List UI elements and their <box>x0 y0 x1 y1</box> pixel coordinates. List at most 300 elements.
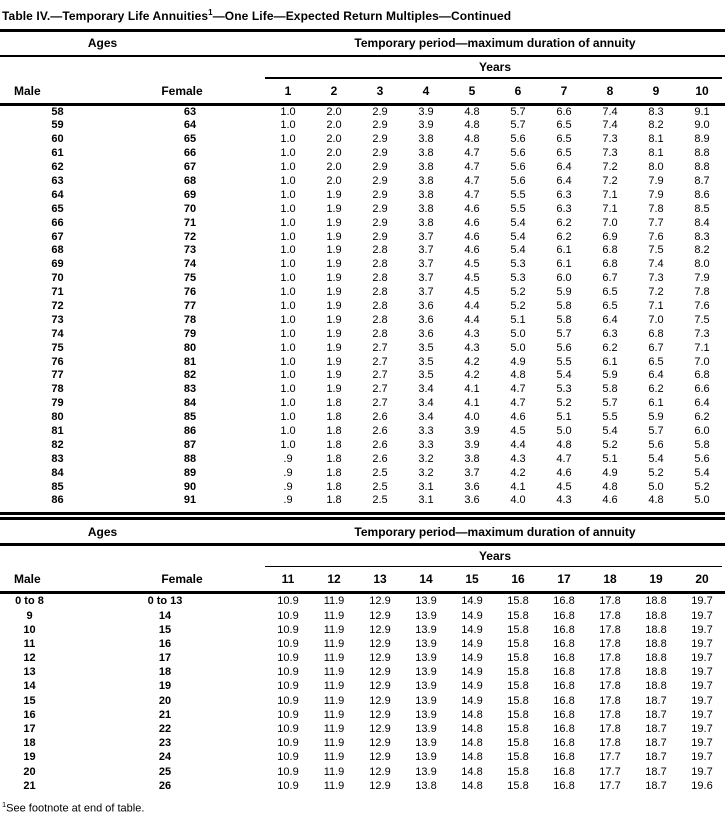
female-age-cell: 68 <box>183 174 197 187</box>
multiple-value-cell: 10.9 <box>277 623 299 636</box>
table-row <box>0 623 725 637</box>
multiple-value-cell: 2.6 <box>372 438 388 451</box>
multiple-value-cell: 4.2 <box>464 355 480 368</box>
multiple-value-cell: 8.3 <box>694 230 710 243</box>
multiple-value-cell: 5.1 <box>556 411 572 424</box>
year-column-header: 18 <box>603 572 617 587</box>
year-column-header: 15 <box>465 572 479 587</box>
multiple-value-cell: 1.0 <box>280 438 296 451</box>
multiple-value-cell: 11.9 <box>323 694 345 707</box>
multiple-value-cell: 6.8 <box>694 369 710 382</box>
multiple-value-cell: 6.4 <box>556 174 572 187</box>
multiple-value-cell: 16.8 <box>553 737 575 750</box>
multiple-value-cell: 3.6 <box>418 313 434 326</box>
female-age-cell: 65 <box>183 133 197 146</box>
multiple-value-cell: 11.9 <box>323 779 345 792</box>
multiple-value-cell: .9 <box>283 466 293 479</box>
ages-column-group-header: Ages <box>87 524 118 539</box>
multiple-value-cell: 13.9 <box>415 666 437 679</box>
multiple-value-cell: 13.9 <box>415 765 437 778</box>
multiple-value-cell: 2.9 <box>372 133 388 146</box>
ages-column-group-header: Ages <box>87 36 118 50</box>
table-row <box>0 494 725 508</box>
female-age-cell: 74 <box>183 258 197 271</box>
multiple-value-cell: 10.9 <box>277 708 299 721</box>
table-row <box>0 231 725 245</box>
multiple-value-cell: 4.7 <box>464 161 480 174</box>
female-age-cell: 23 <box>158 737 172 750</box>
footnote-marker: 1 <box>2 799 7 809</box>
multiple-value-cell: 3.8 <box>464 452 480 465</box>
multiple-value-cell: 1.0 <box>280 355 296 368</box>
multiple-value-cell: 2.9 <box>372 188 388 201</box>
multiple-value-cell: 4.8 <box>556 438 572 451</box>
multiple-value-cell: 3.5 <box>418 341 434 354</box>
table-row <box>0 453 725 467</box>
male-age-cell: 0 to 8 <box>15 595 44 608</box>
multiple-value-cell: 3.8 <box>418 161 434 174</box>
multiple-value-cell: 6.3 <box>556 202 572 215</box>
multiple-value-cell: 19.7 <box>691 708 713 721</box>
multiple-value-cell: 3.8 <box>418 147 434 160</box>
multiple-value-cell: 6.0 <box>694 424 710 437</box>
multiple-value-cell: 7.2 <box>648 286 664 299</box>
multiple-value-cell: 4.6 <box>602 494 618 507</box>
female-age-cell: 88 <box>183 452 197 465</box>
multiple-value-cell: 6.7 <box>648 341 664 354</box>
multiple-value-cell: 5.7 <box>510 119 526 132</box>
multiple-value-cell: 3.8 <box>418 202 434 215</box>
multiple-value-cell: 6.6 <box>694 383 710 396</box>
multiple-value-cell: 18.7 <box>645 779 667 792</box>
multiple-value-cell: 4.5 <box>510 424 526 437</box>
female-column-header: Female <box>161 83 203 98</box>
multiple-value-cell: 17.8 <box>599 637 621 650</box>
table-row <box>0 694 725 708</box>
table-row <box>0 637 725 651</box>
multiple-value-cell: 11.9 <box>323 623 345 636</box>
multiple-value-cell: 5.4 <box>602 424 618 437</box>
multiple-value-cell: 1.8 <box>326 438 342 451</box>
year-column-header: 9 <box>652 83 660 98</box>
year-column-header: 10 <box>695 83 709 98</box>
multiple-value-cell: 8.8 <box>694 161 710 174</box>
multiple-value-cell: 3.6 <box>464 480 480 493</box>
table-row <box>0 750 725 764</box>
title-text: Table IV.—Temporary Life Annuities <box>2 9 209 23</box>
male-age-cell: 10 <box>23 623 36 636</box>
multiple-value-cell: 4.7 <box>510 383 526 396</box>
table-row <box>0 397 725 411</box>
year-column-header: 3 <box>376 83 384 98</box>
multiple-value-cell: 8.9 <box>694 133 710 146</box>
multiple-value-cell: .9 <box>283 452 293 465</box>
multiple-value-cell: 5.5 <box>602 411 618 424</box>
female-age-cell: 78 <box>183 313 197 326</box>
multiple-value-cell: 5.6 <box>648 438 664 451</box>
multiple-value-cell: 1.0 <box>280 383 296 396</box>
table-row <box>0 342 725 356</box>
table-row <box>0 314 725 328</box>
male-age-cell: 84 <box>51 466 64 479</box>
year-column-header: 16 <box>511 572 525 587</box>
multiple-value-cell: 4.5 <box>464 286 480 299</box>
male-column-header: Male <box>14 83 41 98</box>
multiple-value-cell: 19.7 <box>691 765 713 778</box>
table-row <box>0 133 725 147</box>
multiple-value-cell: 4.6 <box>464 216 480 229</box>
multiple-value-cell: 18.7 <box>645 765 667 778</box>
multiple-value-cell: 1.9 <box>326 202 342 215</box>
table-row <box>0 286 725 300</box>
male-age-cell: 86 <box>51 494 64 507</box>
multiple-value-cell: 19.7 <box>691 623 713 636</box>
multiple-value-cell: 4.6 <box>464 202 480 215</box>
table-row <box>0 189 725 203</box>
multiple-value-cell: 6.3 <box>556 188 572 201</box>
multiple-value-cell: 15.8 <box>507 779 529 792</box>
multiple-value-cell: 10.9 <box>277 737 299 750</box>
female-age-cell: 84 <box>183 397 197 410</box>
multiple-value-cell: 2.0 <box>326 133 342 146</box>
multiple-value-cell: 14.8 <box>461 737 483 750</box>
multiple-value-cell: 6.2 <box>694 411 710 424</box>
multiple-value-cell: 5.7 <box>556 327 572 340</box>
multiple-value-cell: 15.8 <box>507 723 529 736</box>
multiple-value-cell: 10.9 <box>277 609 299 622</box>
female-age-cell: 22 <box>158 723 172 736</box>
multiple-value-cell: 2.8 <box>372 313 388 326</box>
year-column-header: 8 <box>606 83 614 98</box>
multiple-value-cell: 5.7 <box>648 424 664 437</box>
year-column-header: 12 <box>327 572 341 587</box>
multiple-value-cell: 2.0 <box>326 119 342 132</box>
year-column-header: 14 <box>419 572 433 587</box>
multiple-value-cell: 2.9 <box>372 216 388 229</box>
multiple-value-cell: 16.8 <box>553 694 575 707</box>
multiple-value-cell: 6.2 <box>648 383 664 396</box>
multiple-value-cell: 10.9 <box>277 680 299 693</box>
multiple-value-cell: 1.8 <box>326 494 342 507</box>
multiple-value-cell: 19.7 <box>691 609 713 622</box>
female-age-cell: 69 <box>183 188 197 201</box>
multiple-value-cell: 5.7 <box>510 105 526 118</box>
male-age-cell: 18 <box>23 737 36 750</box>
multiple-value-cell: 11.9 <box>323 708 345 721</box>
female-age-cell: 79 <box>183 327 197 340</box>
multiple-value-cell: 17.8 <box>599 680 621 693</box>
multiple-value-cell: 5.3 <box>510 272 526 285</box>
multiple-value-cell: 5.6 <box>510 147 526 160</box>
multiple-value-cell: 18.8 <box>645 680 667 693</box>
female-age-cell: 67 <box>183 161 197 174</box>
multiple-value-cell: 6.3 <box>602 327 618 340</box>
year-column-header: 4 <box>422 83 430 98</box>
multiple-value-cell: 2.8 <box>372 286 388 299</box>
multiple-value-cell: 18.8 <box>645 637 667 650</box>
multiple-value-cell: 5.2 <box>510 299 526 312</box>
multiple-value-cell: 19.7 <box>691 737 713 750</box>
multiple-value-cell: 4.8 <box>602 480 618 493</box>
multiple-value-cell: 2.8 <box>372 244 388 257</box>
multiple-value-cell: 17.8 <box>599 694 621 707</box>
multiple-value-cell: 1.0 <box>280 313 296 326</box>
table-row <box>0 679 725 693</box>
multiple-value-cell: 19.7 <box>691 666 713 679</box>
multiple-value-cell: 14.9 <box>461 609 483 622</box>
multiple-value-cell: 6.6 <box>556 105 572 118</box>
multiple-value-cell: 14.8 <box>461 779 483 792</box>
multiple-value-cell: 2.7 <box>372 341 388 354</box>
multiple-value-cell: 5.8 <box>556 299 572 312</box>
multiple-value-cell: 15.8 <box>507 652 529 665</box>
male-age-cell: 65 <box>51 202 64 215</box>
male-age-cell: 64 <box>51 188 64 201</box>
male-age-cell: 17 <box>23 723 36 736</box>
multiple-value-cell: 14.8 <box>461 723 483 736</box>
table-row <box>0 665 725 679</box>
female-age-cell: 0 to 13 <box>147 595 183 608</box>
multiple-value-cell: 14.8 <box>461 708 483 721</box>
multiple-value-cell: 15.8 <box>507 737 529 750</box>
multiple-value-cell: 5.6 <box>510 161 526 174</box>
multiple-value-cell: 8.0 <box>694 258 710 271</box>
multiple-value-cell: 14.8 <box>461 751 483 764</box>
multiple-value-cell: 12.9 <box>369 595 391 608</box>
multiple-value-cell: 1.8 <box>326 397 342 410</box>
multiple-value-cell: 3.1 <box>418 494 434 507</box>
male-age-cell: 81 <box>51 424 64 437</box>
multiple-value-cell: 1.0 <box>280 244 296 257</box>
multiple-value-cell: 17.8 <box>599 609 621 622</box>
female-age-cell: 64 <box>183 119 197 132</box>
multiple-value-cell: 13.9 <box>415 595 437 608</box>
multiple-value-cell: 12.9 <box>369 694 391 707</box>
male-age-cell: 16 <box>23 708 36 721</box>
male-age-cell: 75 <box>51 341 64 354</box>
multiple-value-cell: 13.9 <box>415 623 437 636</box>
multiple-value-cell: 6.5 <box>556 119 572 132</box>
table-row <box>0 594 725 608</box>
year-column-header: 19 <box>649 572 663 587</box>
multiple-value-cell: 2.9 <box>372 174 388 187</box>
multiple-value-cell: 18.7 <box>645 708 667 721</box>
multiple-value-cell: 11.9 <box>323 737 345 750</box>
multiple-value-cell: 1.9 <box>326 299 342 312</box>
multiple-value-cell: 5.9 <box>556 286 572 299</box>
female-age-cell: 16 <box>158 637 172 650</box>
year-column-header: 5 <box>468 83 476 98</box>
multiple-value-cell: 6.5 <box>602 299 618 312</box>
multiple-value-cell: 7.5 <box>648 244 664 257</box>
multiple-value-cell: 16.8 <box>553 609 575 622</box>
multiple-value-cell: 13.9 <box>415 680 437 693</box>
multiple-value-cell: 17.7 <box>599 765 621 778</box>
multiple-value-cell: 1.9 <box>326 369 342 382</box>
multiple-value-cell: 13.9 <box>415 637 437 650</box>
annuity-table-years-11-20 <box>0 520 725 793</box>
multiple-value-cell: 12.9 <box>369 737 391 750</box>
multiple-value-cell: 1.9 <box>326 383 342 396</box>
multiple-value-cell: 3.9 <box>418 105 434 118</box>
female-age-cell: 24 <box>158 751 172 764</box>
multiple-value-cell: 12.9 <box>369 779 391 792</box>
multiple-value-cell: 7.6 <box>694 299 710 312</box>
multiple-value-cell: 6.1 <box>556 244 572 257</box>
multiple-value-cell: 1.9 <box>326 286 342 299</box>
multiple-value-cell: 10.9 <box>277 779 299 792</box>
multiple-value-cell: 3.8 <box>418 188 434 201</box>
multiple-value-cell: 2.8 <box>372 258 388 271</box>
table-row <box>0 258 725 272</box>
multiple-value-cell: 10.9 <box>277 666 299 679</box>
male-age-cell: 58 <box>51 105 64 118</box>
multiple-value-cell: 4.4 <box>464 313 480 326</box>
multiple-value-cell: 5.3 <box>510 258 526 271</box>
multiple-value-cell: 2.5 <box>372 466 388 479</box>
female-age-cell: 66 <box>183 147 197 160</box>
multiple-value-cell: 17.7 <box>599 751 621 764</box>
female-age-cell: 14 <box>158 609 172 622</box>
multiple-value-cell: 9.0 <box>694 119 710 132</box>
table-row <box>0 147 725 161</box>
multiple-value-cell: 14.9 <box>461 694 483 707</box>
multiple-value-cell: 4.6 <box>464 230 480 243</box>
multiple-value-cell: 7.1 <box>602 188 618 201</box>
multiple-value-cell: 11.9 <box>323 723 345 736</box>
multiple-value-cell: 3.3 <box>418 438 434 451</box>
multiple-value-cell: 4.3 <box>464 341 480 354</box>
male-age-cell: 69 <box>51 258 64 271</box>
multiple-value-cell: 16.8 <box>553 751 575 764</box>
multiple-value-cell: 5.2 <box>510 286 526 299</box>
table-row <box>0 328 725 342</box>
multiple-value-cell: 10.9 <box>277 765 299 778</box>
multiple-value-cell: 16.8 <box>553 666 575 679</box>
multiple-value-cell: 14.9 <box>461 652 483 665</box>
multiple-value-cell: 17.8 <box>599 652 621 665</box>
multiple-value-cell: 17.7 <box>599 779 621 792</box>
multiple-value-cell: 3.7 <box>464 466 480 479</box>
multiple-value-cell: 10.9 <box>277 652 299 665</box>
multiple-value-cell: 15.8 <box>507 595 529 608</box>
multiple-value-cell: 13.9 <box>415 609 437 622</box>
year-column-header: 17 <box>557 572 571 587</box>
male-age-cell: 9 <box>26 609 33 622</box>
table-row <box>0 481 725 495</box>
years-label: Years <box>478 60 512 74</box>
multiple-value-cell: 13.8 <box>415 779 437 792</box>
male-age-cell: 14 <box>23 680 36 693</box>
multiple-value-cell: 1.9 <box>326 216 342 229</box>
multiple-value-cell: 6.5 <box>648 355 664 368</box>
multiple-value-cell: 10.9 <box>277 637 299 650</box>
multiple-value-cell: 17.8 <box>599 595 621 608</box>
multiple-value-cell: 8.1 <box>648 147 664 160</box>
multiple-value-cell: 12.9 <box>369 765 391 778</box>
multiple-value-cell: 2.0 <box>326 174 342 187</box>
multiple-value-cell: 19.6 <box>691 779 713 792</box>
multiple-value-cell: 12.9 <box>369 623 391 636</box>
multiple-value-cell: 4.8 <box>464 133 480 146</box>
multiple-value-cell: 4.5 <box>464 258 480 271</box>
multiple-value-cell: 16.8 <box>553 723 575 736</box>
multiple-value-cell: 7.2 <box>602 161 618 174</box>
multiple-value-cell: 1.0 <box>280 272 296 285</box>
multiple-value-cell: 4.8 <box>510 369 526 382</box>
multiple-value-cell: 4.3 <box>464 327 480 340</box>
multiple-value-cell: 15.8 <box>507 765 529 778</box>
multiple-value-cell: 6.8 <box>602 244 618 257</box>
multiple-value-cell: 5.8 <box>602 383 618 396</box>
multiple-value-cell: 4.2 <box>464 369 480 382</box>
multiple-value-cell: 5.4 <box>556 369 572 382</box>
multiple-value-cell: 4.2 <box>510 466 526 479</box>
female-age-cell: 21 <box>158 708 172 721</box>
female-age-cell: 86 <box>183 424 197 437</box>
multiple-value-cell: 12.9 <box>369 680 391 693</box>
table-row <box>0 356 725 370</box>
multiple-value-cell: 8.2 <box>648 119 664 132</box>
multiple-value-cell: 8.0 <box>648 161 664 174</box>
multiple-value-cell: 2.9 <box>372 202 388 215</box>
multiple-value-cell: 8.2 <box>694 244 710 257</box>
table-row <box>0 161 725 175</box>
multiple-value-cell: .9 <box>283 480 293 493</box>
male-age-cell: 62 <box>51 161 64 174</box>
multiple-value-cell: 16.8 <box>553 637 575 650</box>
multiple-value-cell: 5.2 <box>648 466 664 479</box>
multiple-value-cell: 7.3 <box>694 327 710 340</box>
multiple-value-cell: 5.6 <box>510 174 526 187</box>
multiple-value-cell: 18.8 <box>645 609 667 622</box>
male-age-cell: 73 <box>51 313 64 326</box>
multiple-value-cell: 2.9 <box>372 230 388 243</box>
temporary-period-header: Temporary period—maximum duration of annuity <box>354 524 636 539</box>
multiple-value-cell: 2.9 <box>372 105 388 118</box>
footnote <box>0 800 725 815</box>
female-column-header: Female <box>161 572 203 587</box>
multiple-value-cell: .9 <box>283 494 293 507</box>
multiple-value-cell: 15.8 <box>507 666 529 679</box>
multiple-value-cell: 14.9 <box>461 623 483 636</box>
table-row <box>0 369 725 383</box>
male-age-cell: 82 <box>51 438 64 451</box>
multiple-value-cell: 8.7 <box>694 174 710 187</box>
multiple-value-cell: 7.0 <box>602 216 618 229</box>
multiple-value-cell: 5.0 <box>648 480 664 493</box>
male-age-cell: 79 <box>51 397 64 410</box>
multiple-value-cell: 11.9 <box>323 609 345 622</box>
multiple-value-cell: 7.3 <box>602 133 618 146</box>
multiple-value-cell: 11.9 <box>323 652 345 665</box>
multiple-value-cell: 5.2 <box>602 438 618 451</box>
multiple-value-cell: 15.8 <box>507 694 529 707</box>
multiple-value-cell: 1.0 <box>280 216 296 229</box>
multiple-value-cell: 12.9 <box>369 652 391 665</box>
table-row <box>0 272 725 286</box>
multiple-value-cell: 17.8 <box>599 623 621 636</box>
table-row <box>0 765 725 779</box>
table-row <box>0 609 725 623</box>
multiple-value-cell: 1.0 <box>280 147 296 160</box>
multiple-value-cell: 17.8 <box>599 708 621 721</box>
multiple-value-cell: 5.3 <box>556 383 572 396</box>
multiple-value-cell: 2.6 <box>372 424 388 437</box>
female-age-cell: 20 <box>158 694 172 707</box>
male-age-cell: 85 <box>51 480 64 493</box>
multiple-value-cell: 5.4 <box>510 230 526 243</box>
